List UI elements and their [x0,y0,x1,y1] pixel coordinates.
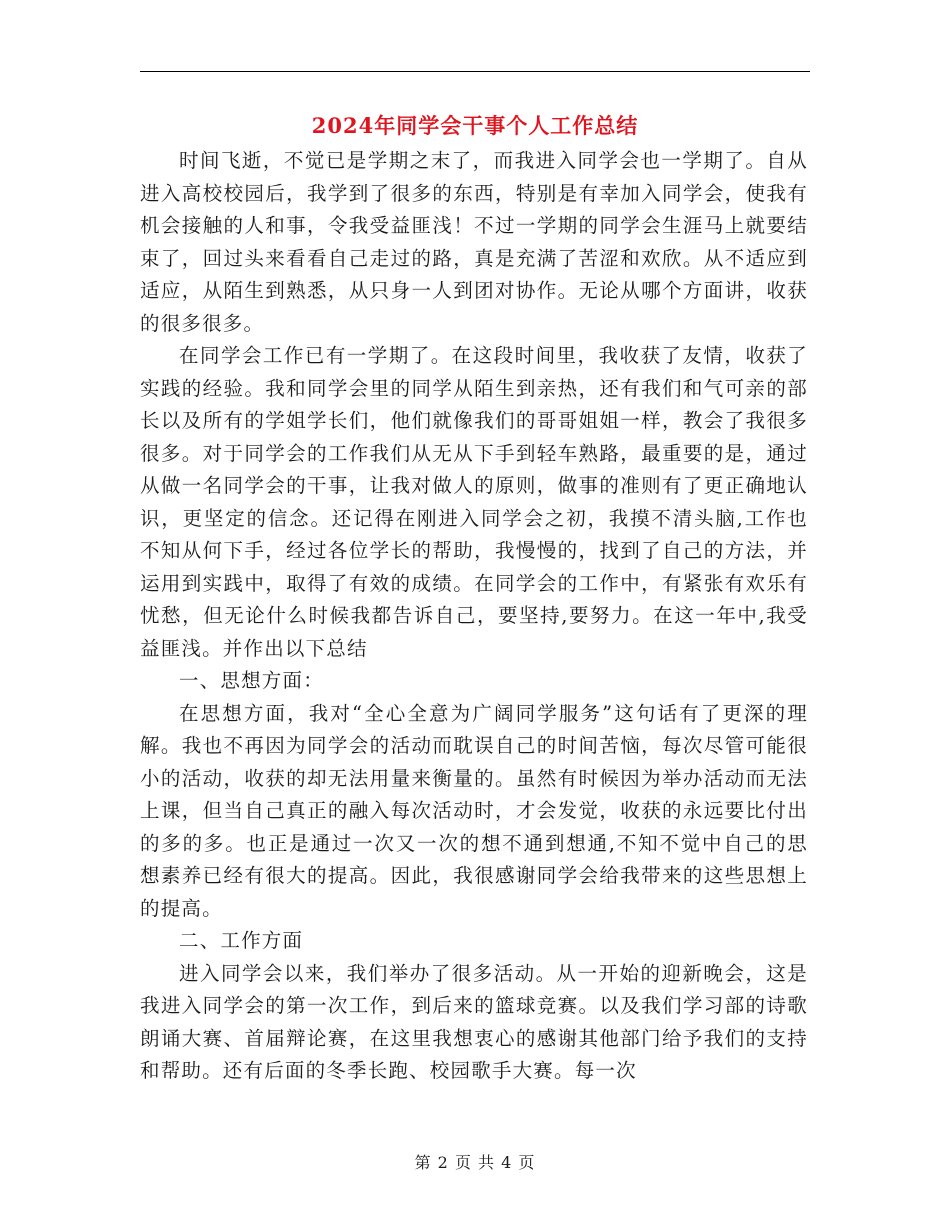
page-footer: 第 2 页 共 4 页 [414,1153,536,1172]
section-heading: 一、思想方面： [179,669,324,692]
header-rule [140,71,810,72]
paragraph: 在同学会工作已有一学期了。在这段时间里，我收获了友情，收获了实践的经验。我和同学会里的同学从陌生到亲热，还有我们和气可亲的部长以及所有的学姐学长们，他们就像我们的哥哥姐姐一样，教会了我很多很多。对于同学会的工作我们从无从下手到轻车熟路，最重要的是，通过从做一名同学会的干事，让我对做人的原则，做事的准则有了更正确地认识，更坚定的信念。还记得在刚进入同学会之初，我摸不清头脑,工作也不知从何下手，经过各位学长的帮助，我慢慢的，找到了自己的方法，并运用到实践中，取得了有效的成绩。在同学会的工作中，有紧张有欢乐有忧愁，但无论什么时候我都告诉自己，要坚持,要努力。在这一年中,我受益匪浅。并作出以下总结 [140,344,808,660]
section-heading: 二、工作方面 [179,929,304,952]
document-body [140,145,808,1088]
paragraph: 进入同学会以来，我们举办了很多活动。从一开始的迎新晚会，这是我进入同学会的第一次工作，到后来的篮球竞赛。以及我们学习部的诗歌朗诵大赛、首届辩论赛，在这里我想衷心的感谢其他部门给予我们的支持和帮助。还有后面的冬季长跑、校园歌手大赛。每一次 [140,961,808,1082]
paragraph: 时间飞逝，不觉已是学期之末了，而我进入同学会也一学期了。自从进入高校校园后，我学到了很多的东西，特别是有幸加入同学会，使我有机会接触的人和事，令我受益匪浅！不过一学期的同学会生涯马上就要结束了，回过头来看看自己走过的路，真是充满了苦涩和欢欣。从不适应到适应，从陌生到熟悉，从只身一人到团对协作。无论从哪个方面讲，收获的很多很多。 [140,149,808,335]
document-title: 2024年同学会干事个人工作总结 [311,113,639,138]
paragraph: 在思想方面，我对“全心全意为广阔同学服务”这句话有了更深的理解。我也不再因为同学会的活动而耽误自己的时间苦恼，每次尽管可能很小的活动，收获的却无法用量来衡量的。虽然有时候因为举办活动而无法上课，但当自己真正的融入每次活动时，才会发觉，收获的永远要比付出的多的多。也正是通过一次又一次的想不通到想通,不知不觉中自己的思想素养已经有很大的提高。因此，我很感谢同学会给我带来的这些思想上的提高。 [140,701,808,920]
